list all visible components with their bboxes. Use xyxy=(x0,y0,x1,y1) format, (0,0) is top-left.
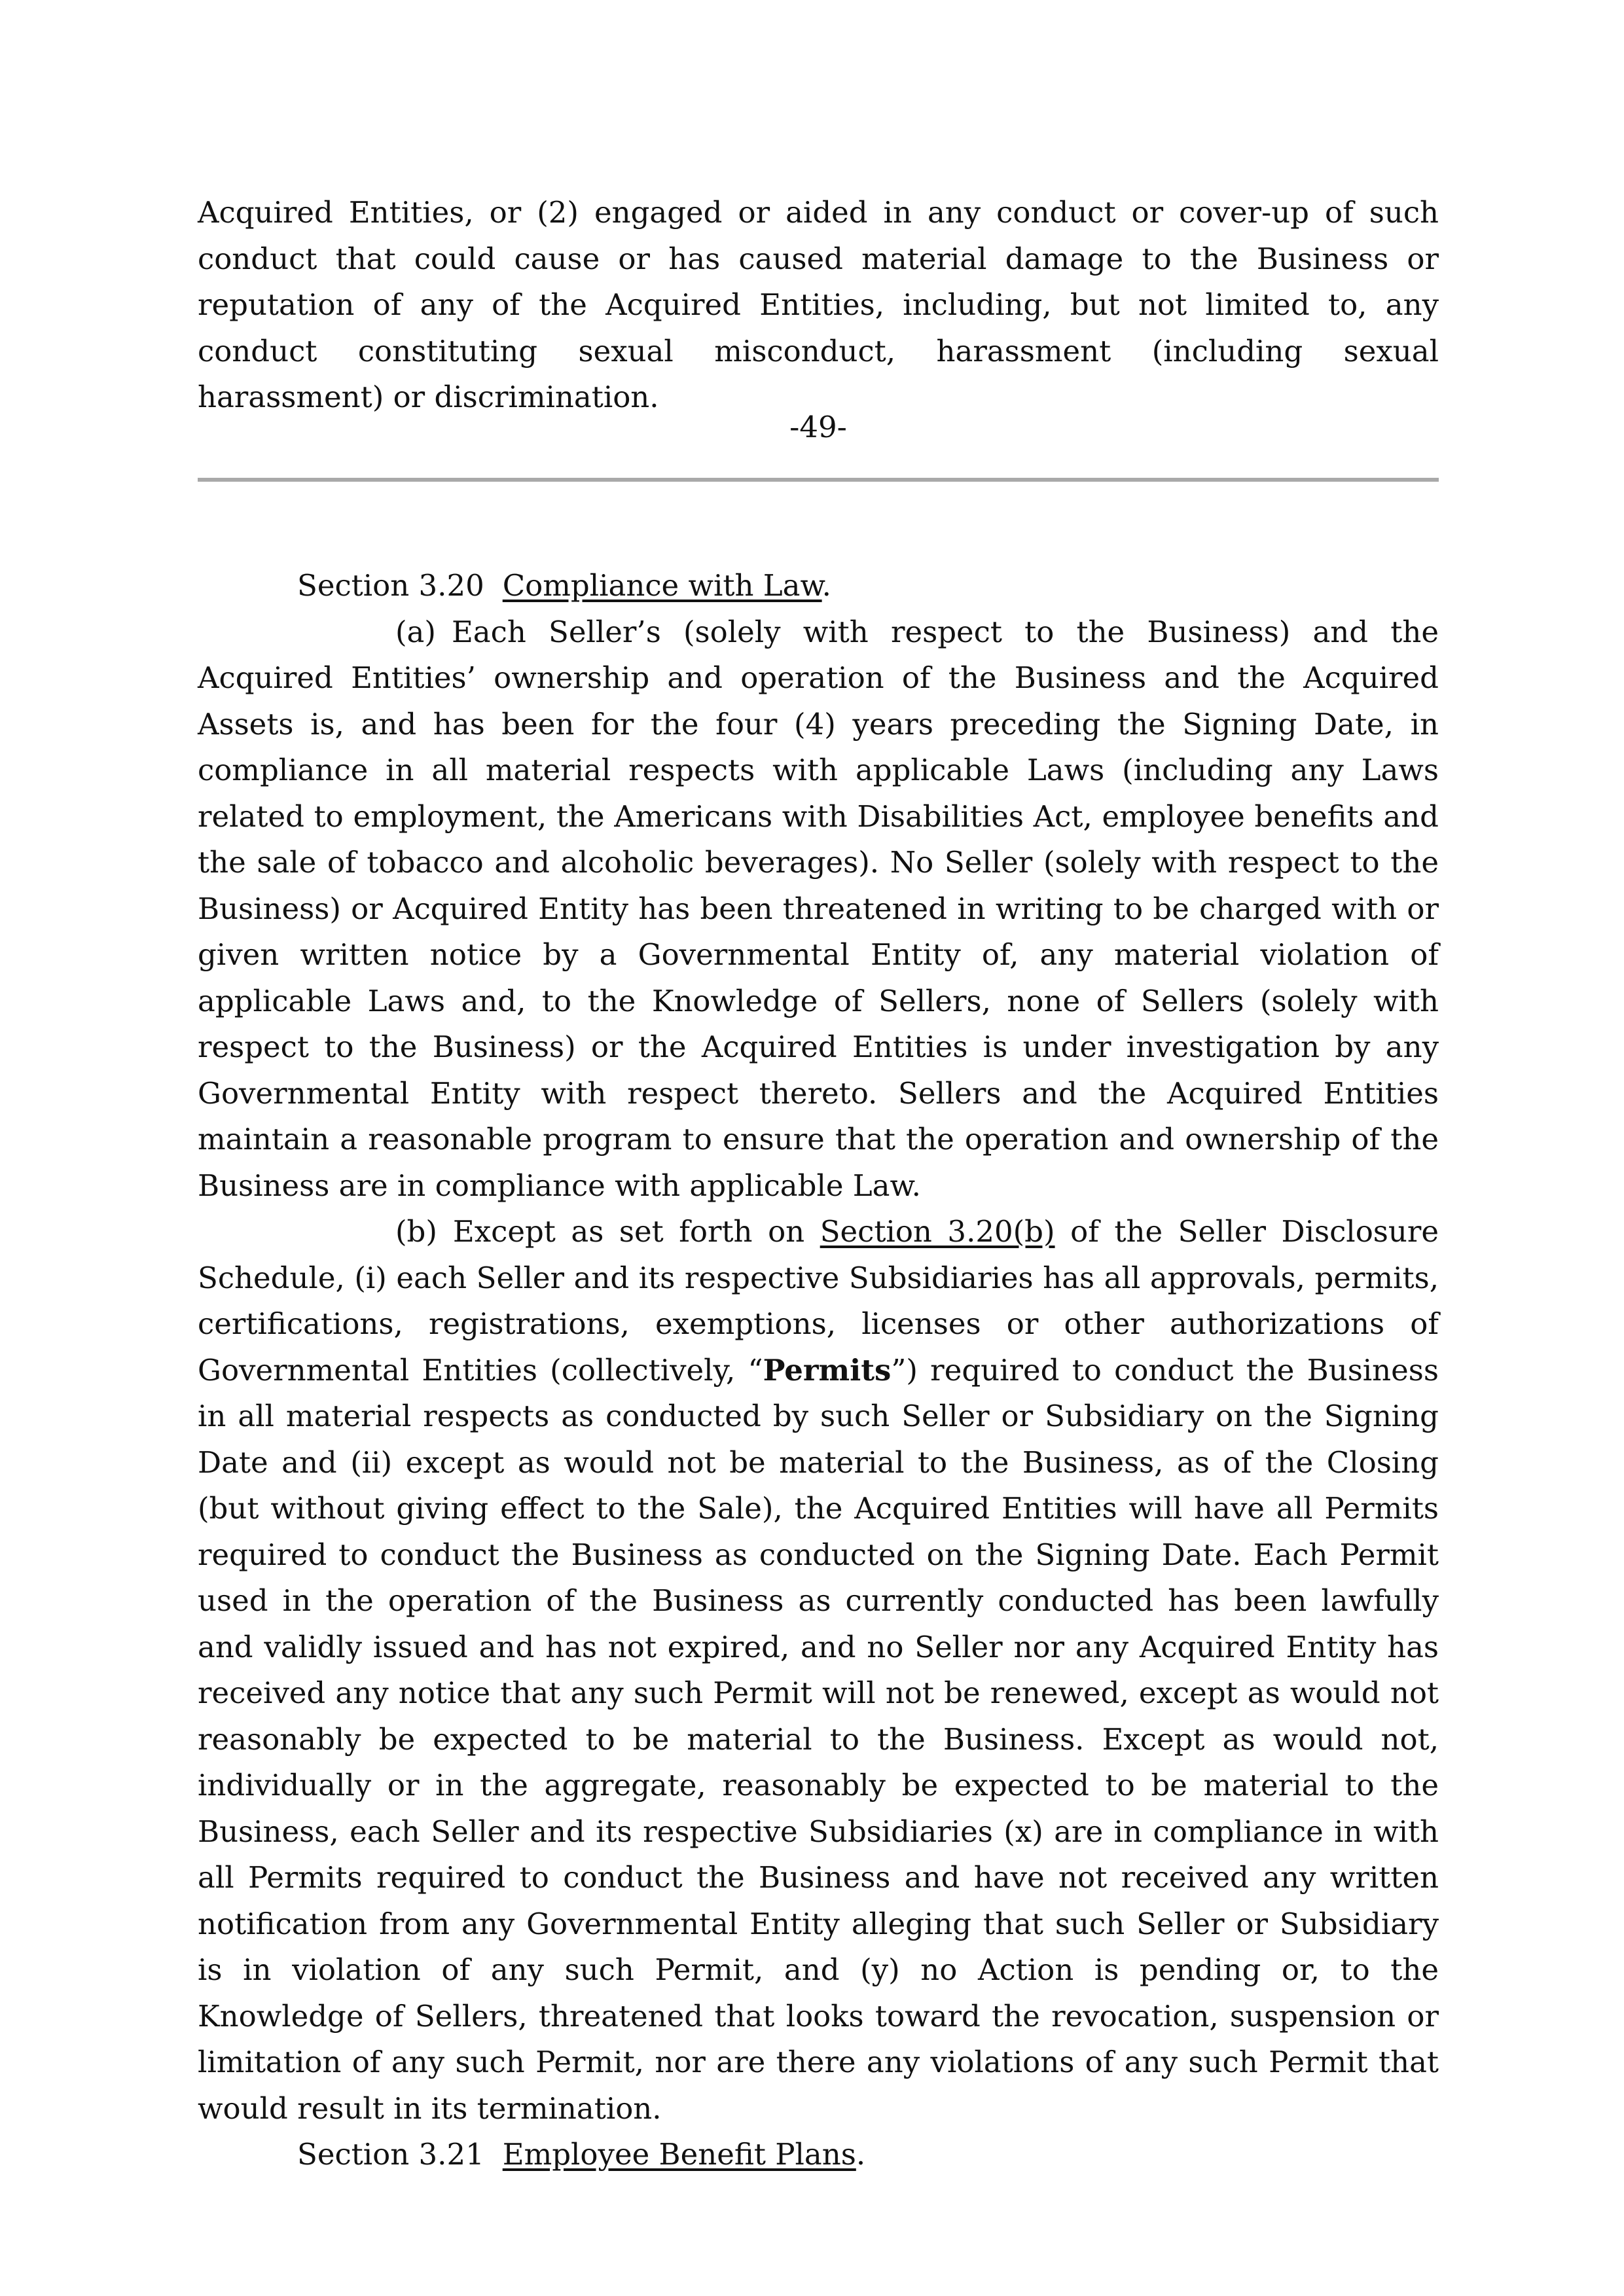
paragraph-text: Each Seller’s (solely with respect to the Business) and the Acquired Entities’ ownership and operation of the Business and the Acquired Assets is, and has been for the four (4) years preceding the Signing Date, in compliance in all material respects with applicable Laws (including any Laws related to employment, the Americans with Disabilities Act, employee benefits and the sale of tobacco and alcoholic beverages). No Seller (solely with respect to the Business) or Acquired Entity has been threatened in writing to be charged with or given written notice by a Governmental Entity of, any material violation of applicable Laws and, to the Knowledge of Sellers, none of Sellers (solely with respect to the Business) or the Acquired Entities is under investigation by any Governmental Entity with respect thereto. Sellers and the Acquired Entities maintain a reasonable program to ensure that the operation and ownership of the Business are in compliance with applicable Law. xyxy=(198,614,1439,1203)
section-number: Section 3.21 xyxy=(297,2137,484,2172)
paragraph-b xyxy=(198,1209,1439,2132)
page-break-divider xyxy=(198,478,1439,482)
cross-reference: Section 3.20(b) xyxy=(820,1214,1055,1249)
section-title: Employee Benefit Plans xyxy=(502,2137,856,2172)
paragraph-text: of the Seller Disclosure Schedule, (i) each Seller and its respective Subsidiaries has all approvals, permits, certifications, registrations, exemptions, licenses or other authorizations of Governmental Entities (collectively, “ xyxy=(198,1214,1439,1388)
section-title-period: . xyxy=(821,568,831,603)
paragraph-a xyxy=(198,609,1439,1210)
section-title: Compliance with Law xyxy=(502,568,822,603)
paragraph-text: ”) required to conduct the Business in all material respects as conducted by such Seller or Subsidiary on the Signing Date and (ii) except as would not be material to the Business, as of the Closing (but without giving effect to the Sale), the Acquired Entities will have all Permits required to conduct the Business as conducted on the Signing Date. Each Permit used in the operation of the Business as currently conducted has been lawfully and validly issued and has not expired, and no Seller nor any Acquired Entity has received any notice that any such Permit will not be renewed, except as would not reasonably be expected to be material to the Business. Except as would not, individually or in the aggregate, reasonably be expected to be material to the Business, each Seller and its respective Subsidiaries (x) are in compliance in with all Permits required to conduct the Business and have not received any written notification from any Governmental Entity alleging that such Seller or Subsidiary is in violation of any such Permit, and (y) no Action is pending or, to the Knowledge of Sellers, threatened that looks toward the revocation, suspension or limitation of any such Permit, nor are there any violations of any such Permit that would result in its termination. xyxy=(198,1352,1439,2126)
document-page xyxy=(198,190,1439,2172)
carryover-paragraph: Acquired Entities, or (2) engaged or aided in any conduct or cover-up of such conduct that could cause or has caused material damage to the Business or reputation of any of the Acquired Entities, including, but not limited to, any conduct constituting sexual misconduct, harassment (including sexual harassment) or discrimination. xyxy=(198,195,1439,414)
page-number: -49- xyxy=(789,410,847,444)
paragraph-label: (b) xyxy=(395,1214,437,1249)
defined-term: Permits xyxy=(763,1352,892,1388)
section-title-period: . xyxy=(856,2137,866,2172)
paragraph-text: Except as set forth on xyxy=(452,1214,820,1249)
section-heading-3-20 xyxy=(198,563,1439,609)
section-heading-3-21 xyxy=(198,2132,1439,2178)
document-body xyxy=(198,563,1439,2178)
section-number: Section 3.20 xyxy=(297,568,484,603)
paragraph-label: (a) xyxy=(395,614,436,649)
